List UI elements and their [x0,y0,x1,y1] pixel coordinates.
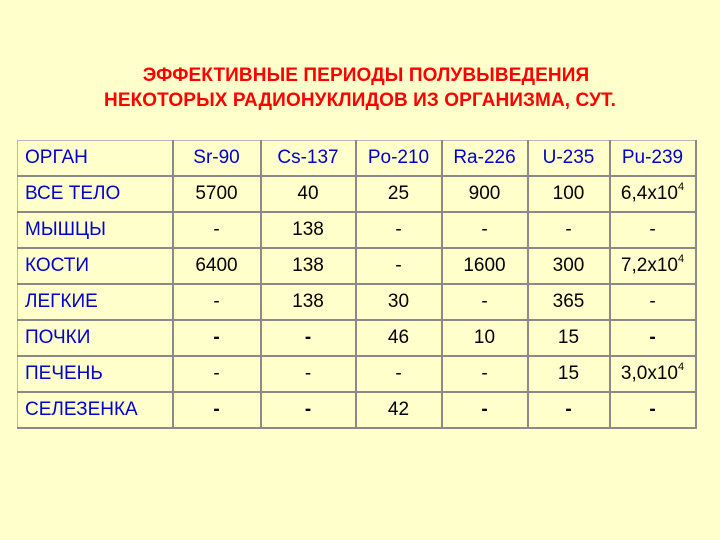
value-cell [261,176,356,212]
title-line-2: НЕКОТОРЫХ РАДИОНУКЛИДОВ ИЗ ОРГАНИЗМА, СУТ. [104,90,616,111]
value-text: - [213,327,220,348]
value-text: - [649,219,656,240]
value-text: - [395,219,402,240]
header-nuclide-cell: Cs-137 [261,141,356,177]
value-cell [528,176,610,212]
value-cell [261,356,356,392]
value-cell [528,248,610,284]
value-cell [610,284,696,320]
organ-cell: ПЕЧЕНЬ [18,356,173,392]
value-text: 138 [292,219,324,240]
value-text: - [213,291,220,312]
value-text: - [304,399,312,420]
value-cell [173,392,261,428]
value-text: 100 [552,183,585,204]
exponent-superscript: 4 [677,253,685,265]
value-text: 10 [473,327,496,348]
value-cell [356,356,442,392]
table-row [18,356,696,392]
value-cell [356,284,442,320]
value-cell [610,176,696,212]
organ-cell: ВСЕ ТЕЛО [18,176,173,212]
header-nuclide-cell: Pu-239 [610,141,696,177]
value-cell [173,212,261,248]
header-nuclide-cell: Po-210 [356,141,442,177]
value-cell [442,284,528,320]
value-cell [610,212,696,248]
value-text: 46 [387,327,410,348]
value-text: 3,0х10 [620,363,678,384]
value-cell [261,248,356,284]
value-text: - [481,291,488,312]
value-cell [528,212,610,248]
value-text: 6,4х10 [620,183,678,204]
organ-cell: ПОЧКИ [18,320,173,356]
value-cell [173,176,261,212]
value-text: 300 [552,255,585,276]
value-text: - [213,399,220,420]
value-cell [261,212,356,248]
value-cell [528,284,610,320]
value-text: - [649,327,656,348]
table-row [18,176,696,212]
value-cell [528,392,610,428]
value-cell [356,176,442,212]
value-text: 138 [292,255,324,276]
value-text: - [481,363,488,384]
value-text: - [565,399,572,420]
value-text: - [304,327,312,348]
value-cell [173,320,261,356]
value-text: 365 [552,291,585,312]
value-text: - [395,363,402,384]
value-text: 900 [468,183,501,204]
table-row [18,212,696,248]
value-cell [173,284,261,320]
value-text: 7,2х10 [620,255,678,276]
value-text: - [649,291,656,312]
value-text: - [304,363,312,384]
value-cell [173,356,261,392]
value-text: 25 [387,183,410,204]
value-cell [442,356,528,392]
value-text: - [481,399,488,420]
value-text: - [395,255,402,276]
value-cell [356,392,442,428]
title-line-1: ЭФФЕКТИВНЫЕ ПЕРИОДЫ ПОЛУВЫВЕДЕНИЯ [142,65,590,86]
table-row [18,248,696,284]
value-text: - [649,399,656,420]
value-cell [610,248,696,284]
value-cell [442,212,528,248]
value-cell [610,356,696,392]
value-cell [261,320,356,356]
value-cell [528,320,610,356]
organ-cell: ЛЕГКИЕ [18,284,173,320]
table-header-row [18,141,696,177]
value-cell [356,320,442,356]
header-organ-cell: ОРГАН [18,141,173,177]
value-text: 138 [292,291,324,312]
value-text: 6400 [195,255,238,276]
value-cell [610,320,696,356]
value-cell [356,212,442,248]
slide-title [0,63,720,113]
exponent-superscript: 4 [677,181,685,193]
organ-cell: МЫШЦЫ [18,212,173,248]
table-row [18,392,696,428]
value-text: 42 [387,399,410,420]
header-nuclide-cell: Ra-226 [442,141,528,177]
header-nuclide-cell: Sr-90 [173,141,261,177]
value-cell [610,392,696,428]
exponent-superscript: 4 [677,361,685,373]
header-nuclide-cell: U-235 [528,141,610,177]
value-cell [442,320,528,356]
value-text: 40 [297,183,319,204]
value-cell [173,248,261,284]
half-life-table [17,140,697,429]
value-cell [528,356,610,392]
organ-cell: СЕЛЕЗЕНКА [18,392,173,428]
value-text: 5700 [195,183,238,204]
value-text: - [481,219,488,240]
value-text: 15 [557,327,580,348]
value-text: - [213,363,220,384]
value-cell [442,176,528,212]
value-text: - [213,219,220,240]
table-row [18,320,696,356]
organ-cell: КОСТИ [18,248,173,284]
value-text: 1600 [463,255,506,276]
value-cell [261,392,356,428]
value-text: - [565,219,572,240]
value-cell [442,392,528,428]
value-cell [442,248,528,284]
value-cell [261,284,356,320]
value-text: 15 [557,363,580,384]
value-text: 30 [387,291,410,312]
value-cell [356,248,442,284]
table-row [18,284,696,320]
